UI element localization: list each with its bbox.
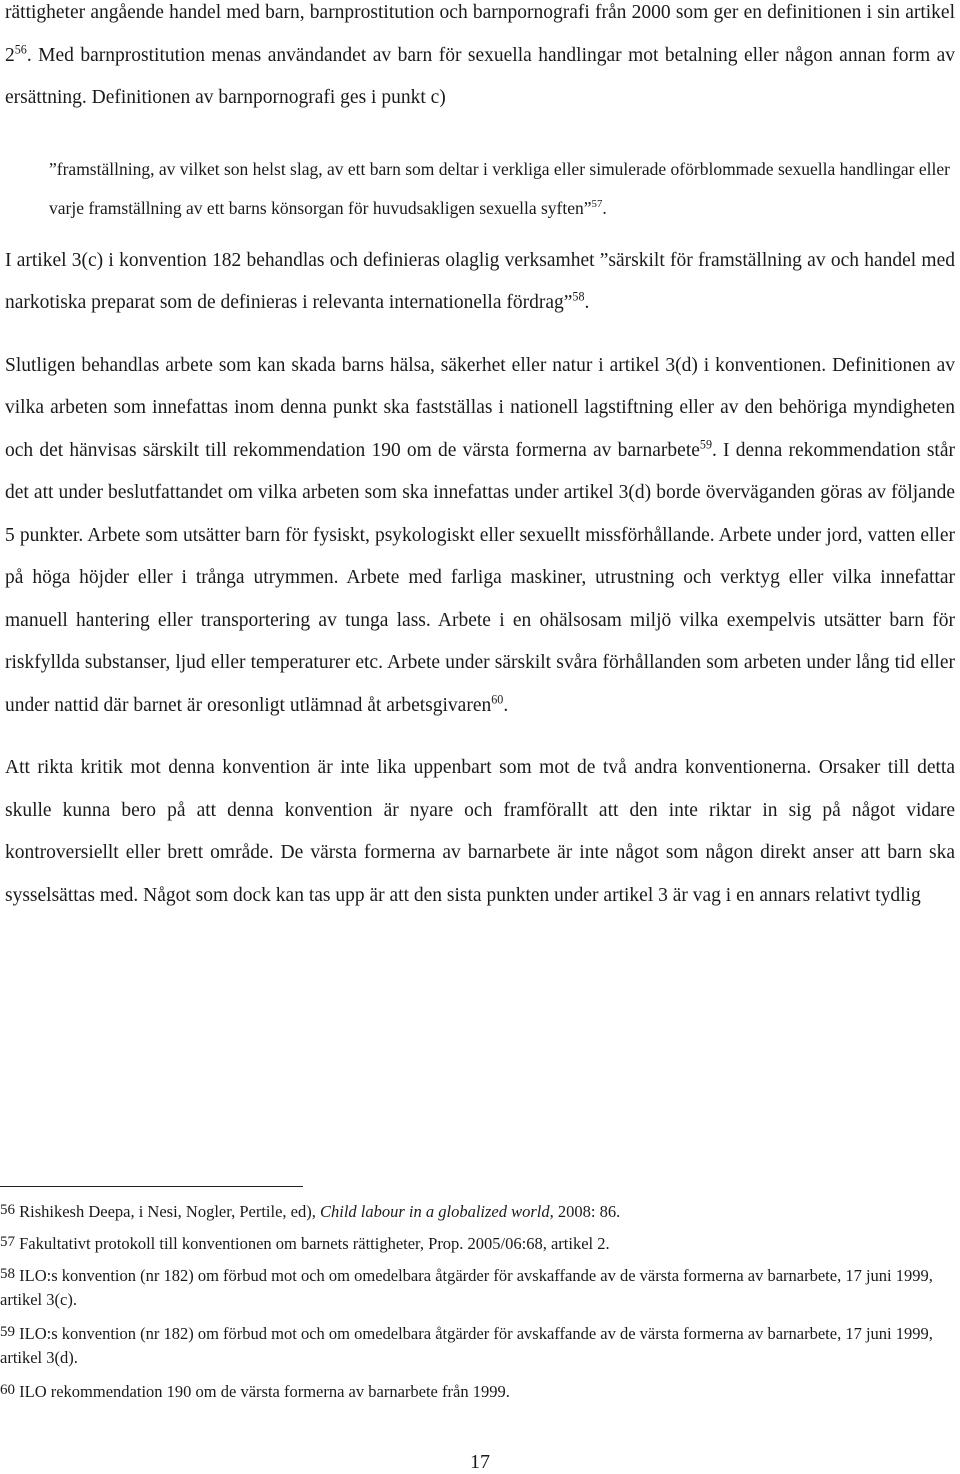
paragraph-intro [5, 0, 955, 120]
footnote-text: ILO:s konvention (nr 182) om förbud mot och om omedelbara åtgärder för avskaffande av de värsta formerna av barnarbete, 17 juni 1999, artikel 3(c). [0, 1266, 933, 1309]
footnote-56 [0, 1198, 955, 1224]
paragraph-text: Att rikta kritik mot denna konvention är inte lika uppenbart som mot de två andra konventionerna. Orsaker till detta skulle kunna bero på att denna konvention är nyare och framförallt att den inte riktar in sig på något vidare kontroversiellt eller brett område. De värsta formerna av barnarbete är inte något som någon direkt anser att barn ska sysselsättas med. Något som dock kan tas upp är att den sista punkten under artikel 3 är vag i en annars relativt tydlig [5, 757, 955, 906]
footnote-60 [0, 1378, 955, 1404]
footnote-text: ILO rekommendation 190 om de värsta formerna av barnarbete från 1999. [19, 1382, 510, 1401]
page-number: 17 [470, 1451, 490, 1473]
paragraph-text-end: . [584, 292, 590, 313]
footnotes [0, 1198, 955, 1410]
paragraph-text: Slutligen behandlas arbete som kan skada barns hälsa, säkerhet eller natur i artikel 3(d) i konventionen. Definitionen av vilka arbeten som innefattas inom denna punkt ska fastställas i nationell lagstiftning eller av den behöriga myndigheten och det hänvisas särskilt till rekommendation 190 om de värsta formerna av barnarbete [5, 354, 955, 461]
paragraph-article-3d [5, 345, 955, 728]
footnote-number: 60 [0, 1382, 15, 1398]
quote-text-end: . [602, 197, 607, 218]
footnote-book-title: Child labour in a globalized world [319, 1202, 550, 1221]
paragraph-article-3c [5, 240, 955, 325]
footnote-ref-58[interactable]: 58 [572, 289, 585, 304]
footnote-number: 57 [0, 1234, 15, 1250]
footnote-59 [0, 1320, 955, 1370]
footnote-text: Rishikesh Deepa, i Nesi, Nogler, Pertile, ed), [19, 1202, 320, 1221]
footnote-ref-60[interactable]: 60 [491, 692, 504, 706]
paragraph-critique [5, 747, 955, 917]
footnote-ref-59[interactable]: 59 [699, 437, 712, 451]
footnote-57 [0, 1230, 955, 1256]
footnote-text: ILO:s konvention (nr 182) om förbud mot och om omedelbara åtgärder för avskaffande av de värsta formerna av barnarbete, 17 juni 1999, artikel 3(d). [0, 1324, 933, 1367]
paragraph-text: . Med barnprostitution menas användandet av barn för sexuella handlingar mot betalning eller någon annan form av ersättning. Definitionen av barnpornografi ges i punkt c) [5, 44, 955, 108]
footnote-ref-56[interactable]: 56 [14, 42, 27, 56]
document-page [5, 0, 955, 917]
footnote-text-end: , 2008: 86. [549, 1202, 621, 1221]
footnote-number: 56 [0, 1202, 15, 1218]
footnote-number: 58 [0, 1266, 15, 1282]
footnote-58 [0, 1262, 955, 1312]
paragraph-text: . I denna rekommendation står det att under beslutfattandet om vilka arbeten som ska innefattas under artikel 3(d) borde överväganden göras av följande 5 punkter. Arbete som utsätter barn för fysiskt, psykologiskt eller sexuellt missförhållande. Arbete under jord, vatten eller på höga höjder eller i trånga utrymmen. Arbete med farliga maskiner, utrustning och verktyg eller vilka innefattar manuell hantering eller transportering av tunga lass. Arbete i en ohälsosam miljö vilka exempelvis utsätter barn för riskfyllda substanser, ljud eller temperaturer etc. Arbete under särskilt svåra förhållanden som arbeten under lång tid eller under nattid där barnet är oresonligt utlämnad åt arbetsgivaren [5, 439, 955, 716]
footnote-number: 59 [0, 1324, 15, 1340]
paragraph-text: rättigheter angående handel med barn, barnprostitution och barnpornografi från 2000 som ger en definitionen i sin artikel 2 [5, 2, 955, 66]
paragraph-text-end: . [503, 694, 509, 716]
footnote-text: Fakultativt protokoll till konventionen om barnets rättigheter, Prop. 2005/06:68, artikel 2. [19, 1234, 610, 1253]
quote-text: ”framställning, av vilket son helst slag, av ett barn som deltar i verkliga eller simulerade oförblommade sexuella handlingar eller varje framställning av ett barns könsorgan för huvudsakligen sexuella syften” [49, 158, 950, 218]
paragraph-text: I artikel 3(c) i konvention 182 behandlas och definieras olaglig verksamhet ”särskilt för framställning av och handel med narkotiska preparat som de definieras i relevanta internationella fördrag” [5, 249, 955, 313]
block-quote [5, 150, 955, 228]
footnote-ref-57[interactable]: 57 [591, 197, 603, 210]
footnote-divider [0, 1186, 303, 1187]
